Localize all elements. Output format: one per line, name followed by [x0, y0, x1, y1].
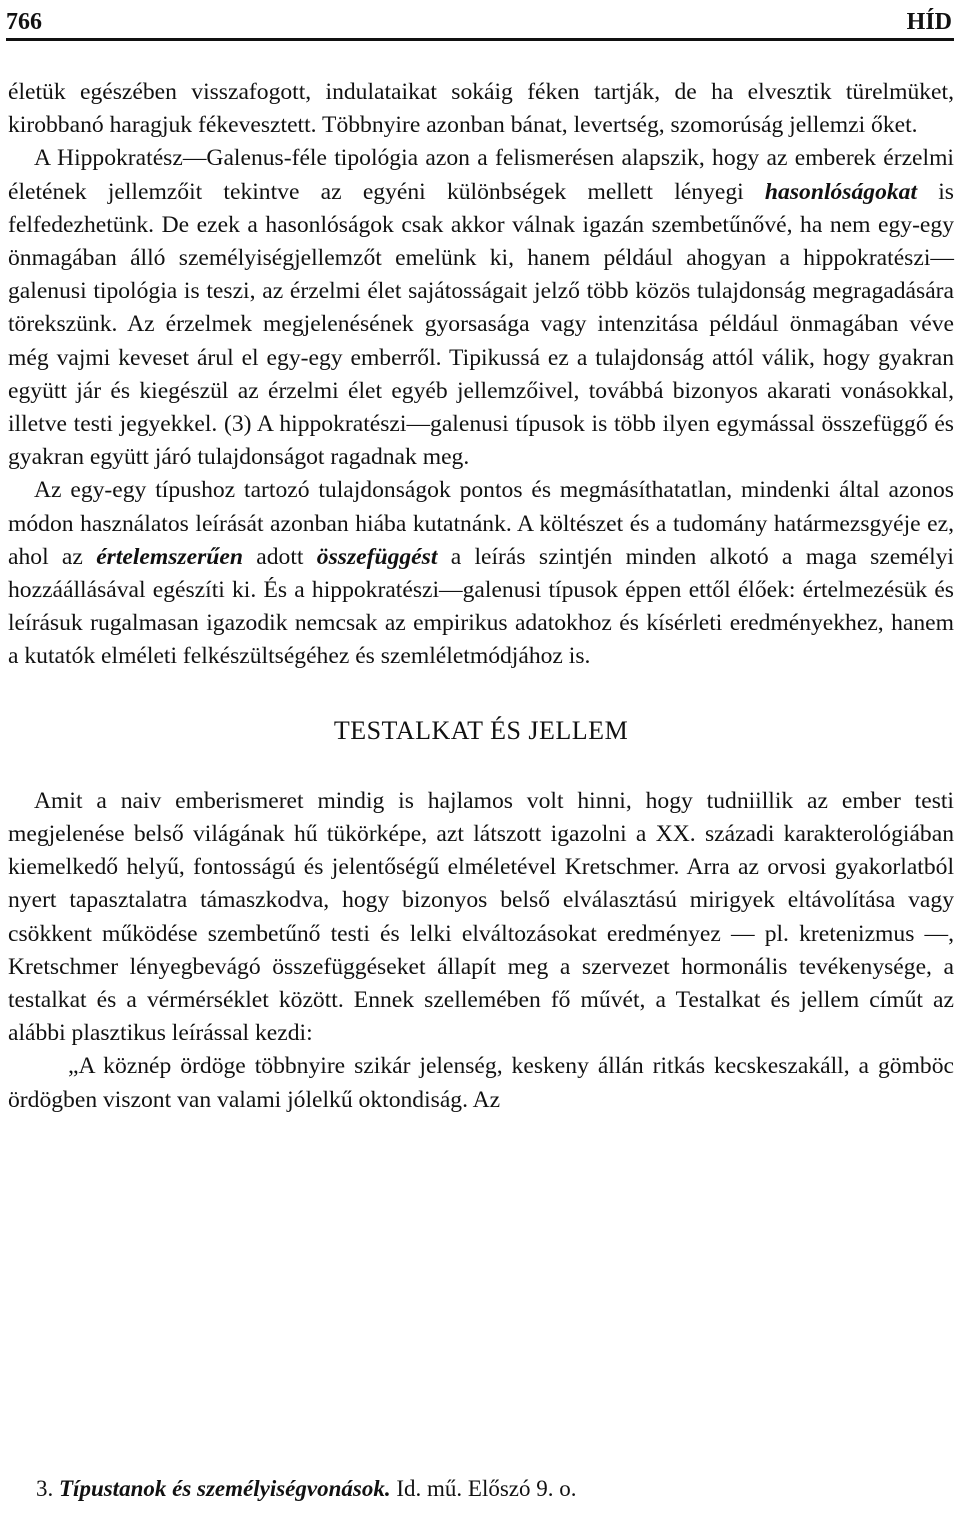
paragraph-text: Az egy-egy típushoz tartozó tulajdonságok pontos és megmásíthatatlan, mindenki által azonos módon használatos leírását azonban hiába kutatnánk. A költészet és a tudomány határmezsgyéje ez, ahol az: [8, 477, 954, 570]
footnote-number: 3.: [36, 1476, 54, 1501]
section-heading: TESTALKAT ÉS JELLEM: [333, 715, 629, 745]
header-rule: [6, 38, 954, 41]
emphasis-text: hasonlóságokat: [764, 178, 918, 205]
paragraph-text: a leírás szintjén minden alkotó a maga személyi hozzáállásával egészíti ki. És a hippokratészi—galenusi típusok éppen ettől élőek: értelmezésük és leírásuk rugalmasan igazodik nemcsak az empirikus adatokhoz és kísérleti eredményekhez, hanem a kutatók elméleti felkészültségéhez és szemléletmódjához is.: [8, 543, 954, 670]
emphasis-text: összefüggést: [316, 543, 438, 570]
page-header: [6, 0, 952, 36]
running-title: HÍD: [906, 9, 952, 35]
paragraph-1: [8, 76, 954, 142]
footnote-title: Típustanok és személyiségvonások.: [59, 1476, 391, 1501]
paragraph-2: [8, 142, 954, 474]
body-text: [8, 76, 954, 1117]
footnote: [36, 1476, 577, 1502]
footnote-text: Id. mű. Előszó 9. o.: [390, 1476, 577, 1501]
paragraph-text: is felfedezhetünk. De ezek a hasonlóságok csak akkor válnak igazán szembetűnővé, ha nem egy-egy önmagában álló személyiségjellemzőt emelünk ki, hanem például ahogyan a hippokratészi—galenusi tipológia is teszi, az érzelmi élet sajátosságait jelző több közös tulajdonság megragadására törekszünk. Az érzelmek megjelenésének gyorsasága vagy intenzitása például önmagában véve még vajmi keveset árul el egy-egy emberről. Tipikussá ez a tulajdonság attól válik, hogy gyakran együtt jár és kiegészül az érzelmi élet egyéb jellemzőivel, továbbá bizonyos akarati vonásokkal, illetve testi jegyekkel. (3) A hippokratészi—galenusi típusok is több ilyen egymással összefüggő és gyakran együtt járó tulajdonságot ragadnak meg.: [8, 178, 954, 471]
paragraph-text: életük egészében visszafogott, indulataikat sokáig féken tartják, de ha elvesztik türelmüket, kirobbanó haragjuk fékevesztett. Többnyire azonban bánat, levertség, szomorúság jellemzi őket.: [8, 79, 954, 139]
quote-paragraph: „A köznép ördöge többnyire szikár jelenség, keskeny állán ritkás kecskeszakáll, a gömböc ördögben viszont van valami jólelkű oktondiság. Az: [8, 1053, 954, 1113]
emphasis-text: értelemszerűen: [96, 543, 243, 570]
paragraph-3: [8, 474, 954, 673]
page-number: 766: [6, 9, 42, 35]
paragraph-text: A Hippokratész—Galenus-féle tipológia azon a felismerésen alapszik, hogy az emberek érzelmi életének jellemzőit tekintve az egyéni különbségek mellett lényegi: [8, 145, 954, 205]
section-paragraph: Amit a naiv emberismeret mindig is hajlamos volt hinni, hogy tudniillik az ember testi megjelenése belső világának hű tükörképe, azt látszott igazolni a XX. századi karakterológiában kiemelkedő helyű, fontosságú és jelentőségű elméletével Kretschmer. Arra az orvosi gyakorlatból nyert tapasztalatra támaszkodva, hogy bizonyos belső elválasztású mirigyek eltávolítása vagy csökkent működése szembetűnő testi és lelki elváltozásokat eredményez — pl. kretenizmus —, Kretschmer lényegbevágó összefüggéseket állapít meg a szervezet hormonális tevékenysége, a testalkat és a vérmérséklet között. Ennek szellemében fő művét, a Testalkat és jellem címűt az alábbi plasztikus leírással kezdi:: [8, 787, 954, 1047]
paragraph-text: adott: [242, 543, 317, 570]
